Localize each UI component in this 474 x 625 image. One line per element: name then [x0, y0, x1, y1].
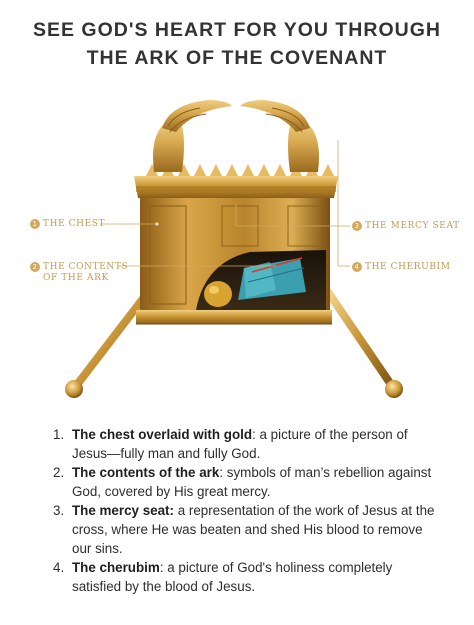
list-item-number: 1. — [53, 427, 65, 442]
list-item — [53, 425, 474, 463]
cherub-left — [153, 100, 232, 172]
label-text: THE MERCY SEAT — [365, 221, 460, 231]
list-item-text: our sins. — [72, 541, 123, 556]
label-the-mercy-seat — [352, 221, 460, 232]
label-number-badge: 4 — [352, 262, 362, 272]
list-item-number: 4. — [53, 560, 65, 575]
list-item-text: : symbols of man’s rebellion against — [219, 465, 432, 480]
label-text-line-1: THE CONTENTS — [43, 262, 129, 272]
list-item-text: cross, where He was beaten and shed His blood to remove — [72, 522, 423, 537]
label-number-badge: 3 — [352, 221, 362, 231]
cherub-right — [240, 100, 319, 172]
title-line-2: THE ARK OF THE COVENANT — [86, 47, 388, 69]
label-text: THE CHEST — [43, 219, 106, 229]
label-the-chest — [30, 219, 105, 230]
label-the-contents — [30, 262, 128, 284]
label-the-cherubim — [352, 262, 451, 273]
label-number-badge: 1 — [30, 219, 40, 229]
list-item-text: a representation of the work of Jesus at the — [173, 503, 435, 518]
label-number-badge: 2 — [30, 262, 40, 272]
list-item-text: Jesus—fully man and fully God. — [72, 446, 261, 461]
list-item-heading: The contents of the ark — [72, 465, 220, 480]
list-item — [53, 463, 474, 501]
list-item-text: : a picture of God's holiness completely — [159, 560, 393, 575]
list-item — [53, 501, 474, 558]
title-line-1: SEE GOD'S HEART FOR YOU THROUGH — [33, 19, 441, 41]
label-text-line-2: OF THE ARK — [43, 273, 109, 283]
label-text: THE CHERUBIM — [365, 262, 451, 272]
carrying-pole-right — [328, 292, 403, 398]
list-item-heading: The mercy seat: — [72, 503, 174, 518]
page-title — [0, 16, 474, 72]
list-item-heading: The cherubim — [72, 560, 160, 575]
list-item-text: : a picture of the person of — [252, 427, 408, 442]
carrying-pole-left — [65, 292, 148, 398]
explanation-list — [38, 425, 474, 596]
list-item-number: 3. — [53, 503, 65, 518]
list-item-number: 2. — [53, 465, 65, 480]
list-item-text: satisfied by the blood of Jesus. — [72, 579, 256, 594]
list-item-heading: The chest overlaid with gold — [72, 427, 253, 442]
list-item-text: God, covered by His great mercy. — [72, 484, 271, 499]
list-item — [53, 558, 474, 596]
ark-illustration — [0, 90, 474, 410]
